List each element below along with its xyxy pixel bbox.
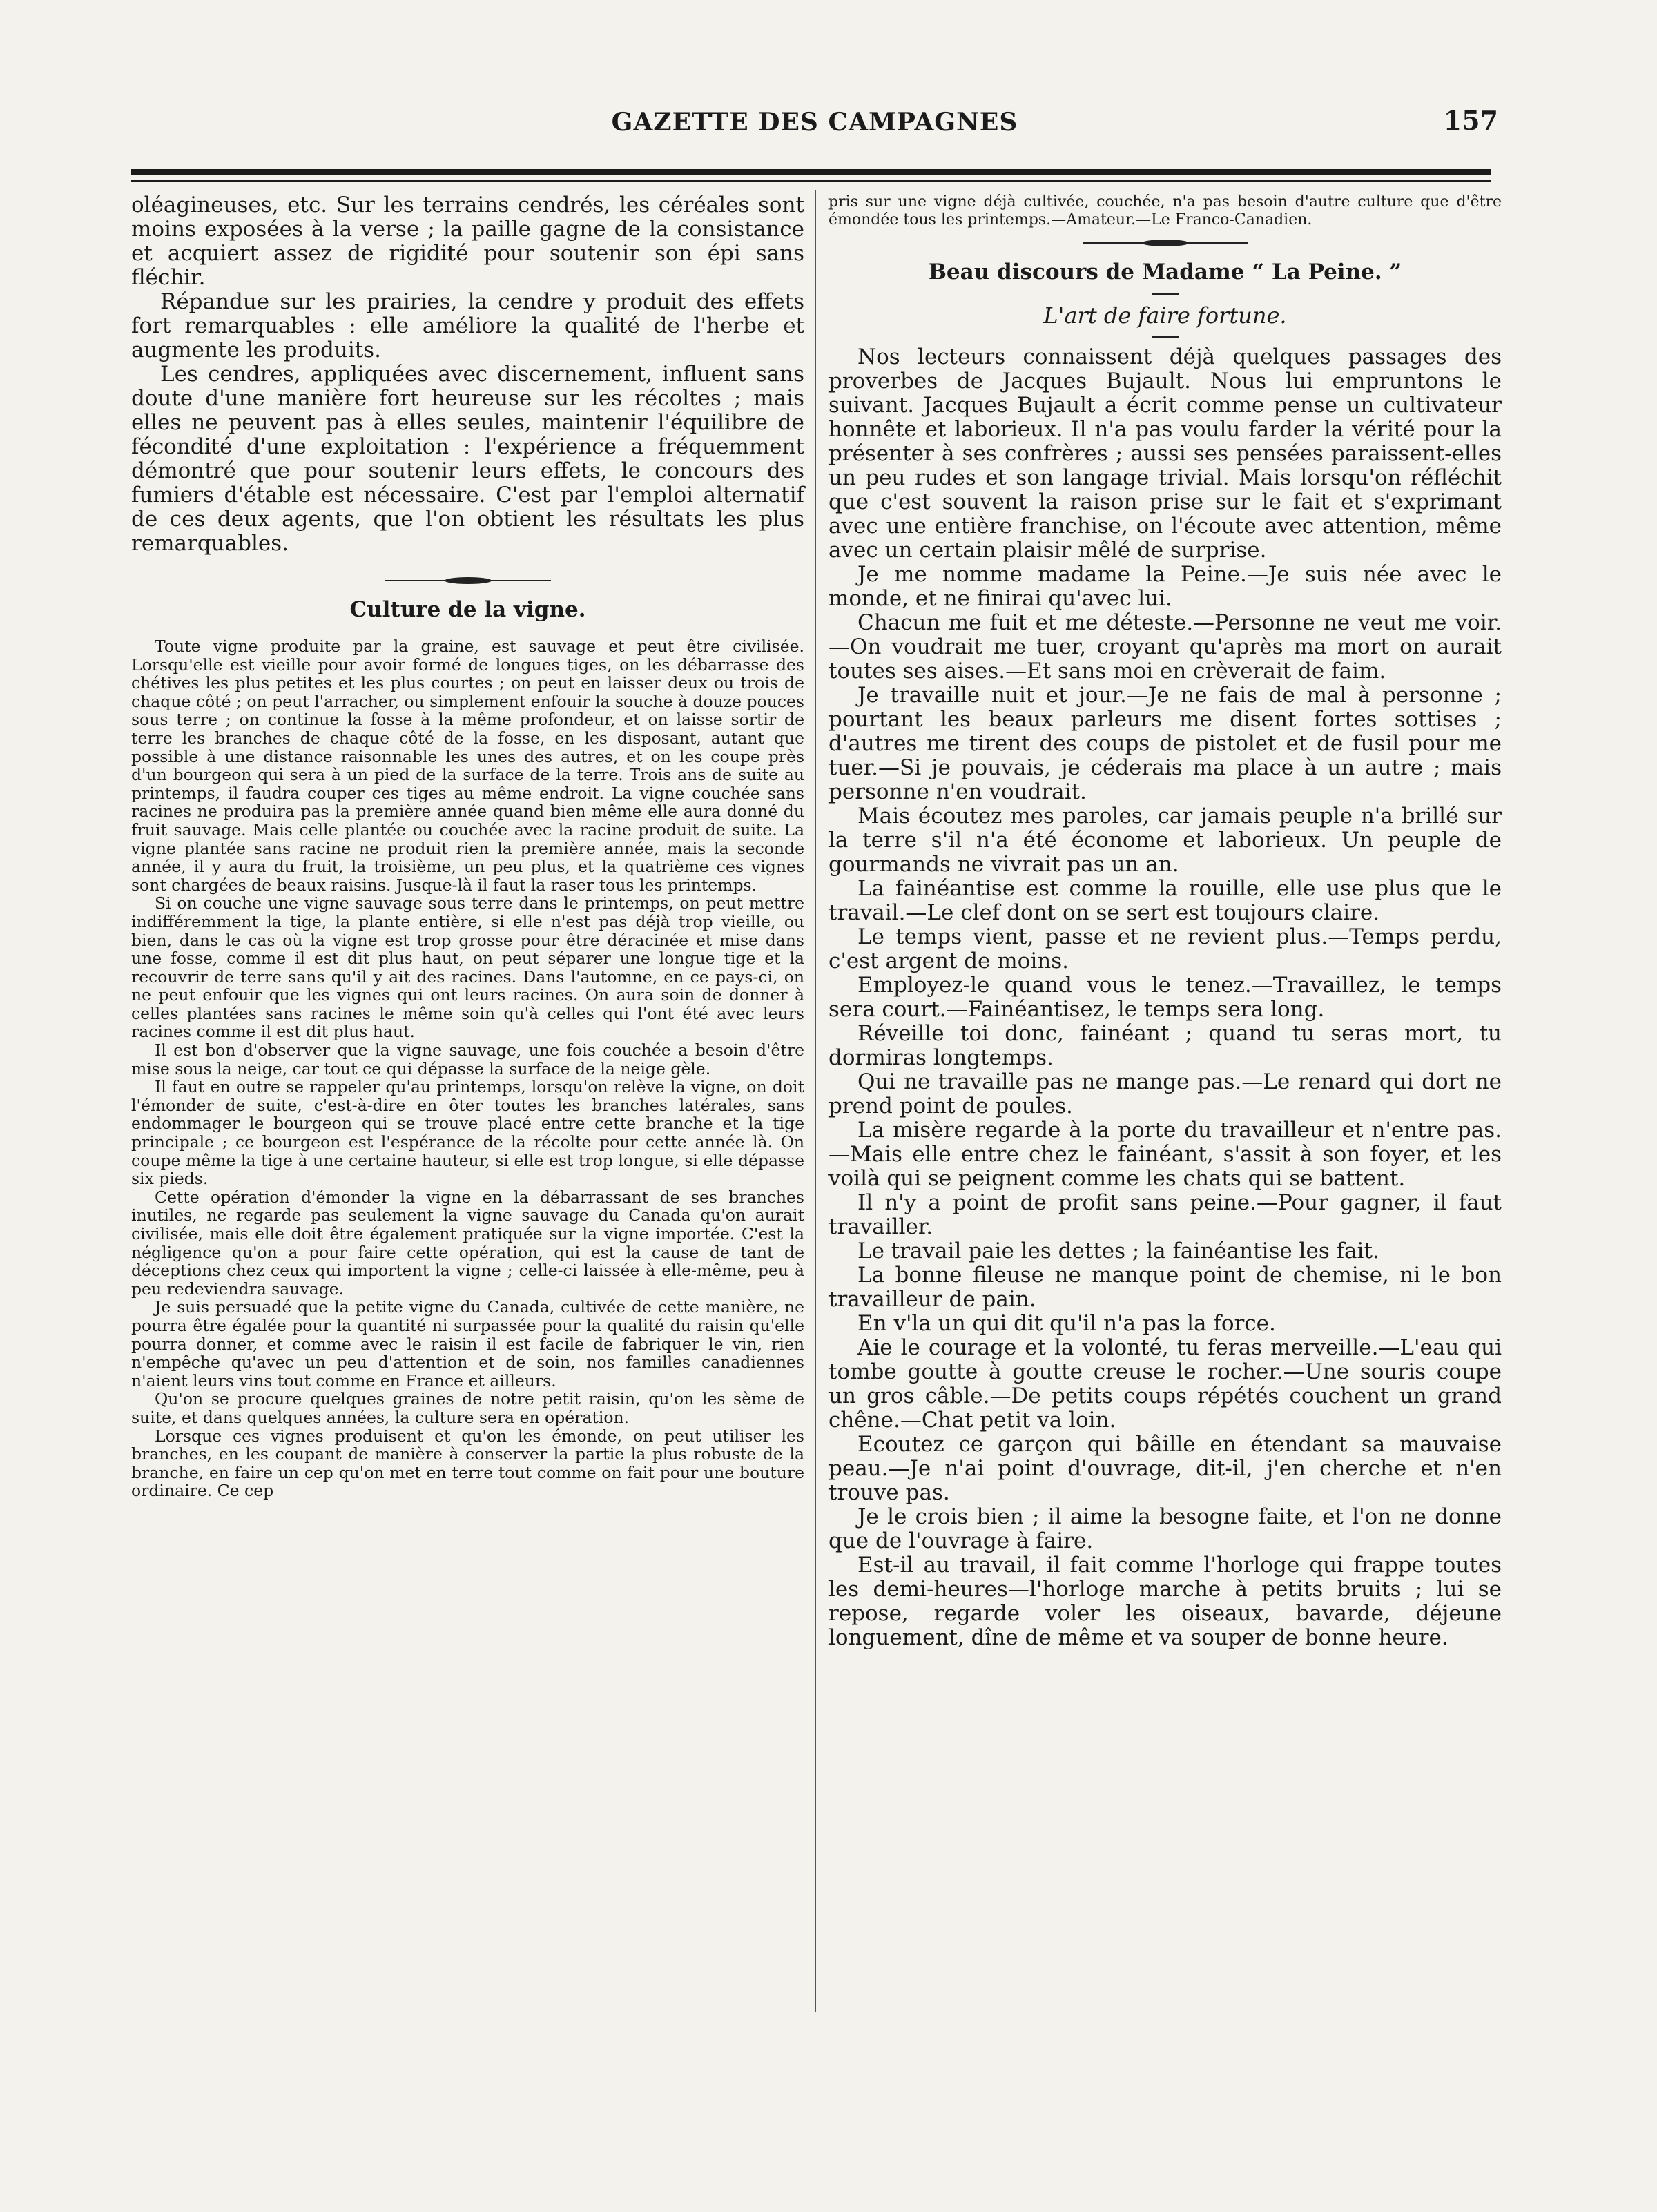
paragraph: En v'la un qui dit qu'il n'a pas la force. <box>857 1311 1276 1336</box>
page-header <box>131 102 1498 151</box>
section-title-vigne: Culture de la vigne. <box>349 597 586 622</box>
paragraph: Répandue sur les prairies, la cendre y produit des effets fort remarquables : elle améliore la qualité de l'herbe et augmente les produits. <box>131 289 804 362</box>
paragraph: Qui ne travaille pas ne mange pas.—Le renard qui dort ne prend point de poules. <box>828 1069 1502 1118</box>
paragraph: Aie le courage et la volonté, tu feras merveille.—L'eau qui tombe goutte à goutte creuse le rocher.—Une souris coupe un gros câble.—De petits coups répétés couchent un grand chêne.—Chat petit va loin. <box>828 1335 1502 1433</box>
page-number: 157 <box>1443 105 1498 136</box>
paragraph: Il est bon d'observer que la vigne sauvage, une fois couchée a besoin d'être mise sous la neige, car tout ce qui dépasse la surface de la neige gèle. <box>131 1040 804 1078</box>
paragraph: Je travaille nuit et jour.—Je ne fais de mal à personne ; pourtant les beaux parleurs me disent fortes sottises ; d'autres me tirent des coups de pistolet et de fusil pour me tuer.—Si je pouvais, je céderais ma place à un autre ; mais personne n'en voudrait. <box>828 683 1502 804</box>
paragraph: Chacun me fuit et me déteste.—Personne ne veut me voir.—On voudrait me tuer, croyant qu'après ma mort on aurait toutes ses aises.—Et sans moi en crèverait de faim. <box>828 610 1502 683</box>
paragraph: Le temps vient, passe et ne revient plus.—Temps perdu, c'est argent de moins. <box>828 924 1502 973</box>
paragraph: La bonne fileuse ne manque point de chemise, ni le bon travailleur de pain. <box>828 1263 1502 1312</box>
title-dash <box>1152 336 1179 338</box>
paragraph: Réveille toi donc, fainéant ; quand tu seras mort, tu dormiras longtemps. <box>828 1021 1502 1070</box>
paragraph: Mais écoutez mes paroles, car jamais peuple n'a brillé sur la terre s'il n'a été économe et laborieux. Un peuple de gourmands ne vivrait pas un an. <box>828 804 1502 877</box>
paragraph: Je le crois bien ; il aime la besogne faite, et l'on ne donne que de l'ouvrage à faire. <box>828 1504 1502 1553</box>
section-ornament <box>385 575 551 586</box>
paragraph: Les cendres, appliquées avec discernement, influent sans doute d'une manière fort heureuse sur les récoltes ; mais elles ne peuvent pas à elles seules, maintenir l'équilibre de fécondité d'une exploitation : l'expérience a fréquemment démontré que pour soutenir leurs effets, le concours des fumiers d'étable est nécessaire. C'est par l'emploi alternatif de ces deux agents, que l'on obtient les résultats les plus remarquables. <box>131 362 804 556</box>
paragraph: Nos lecteurs connaissent déjà quelques passages des proverbes de Jacques Bujault. Nous lui empruntons le suivant. Jacques Bujault a écrit comme pense un cultivateur honnête et laborieux. Il n'a pas voulu farder la vérité pour la présenter à ses confrères ; aussi ses pensées paraissent-elles un peu rudes et son langage trivial. Mais lorsqu'on réfléchit que c'est souvent la raison prise sur le fait et s'exprimant avec une entière franchise, on l'écoute avec attention, même avec un certain plaisir mêlé de surprise. <box>828 345 1502 563</box>
section-title-peine: Beau discours de Madame “ La Peine. ” <box>928 260 1402 284</box>
paragraph: Cette opération d'émonder la vigne en la débarrassant de ses branches inutiles, ne regarde pas seulement la vigne sauvage du Canada qu'on aurait civilisée, mais elle doit être également pratiquée sur la vigne importée. C'est la négligence qu'on a pour faire cette opération, qui est la cause de tant de déceptions chez ceux qui importent la vigne ; celle-ci laissée à elle-même, peu à peu redeviendra sauvage. <box>131 1187 804 1299</box>
paragraph: Il n'y a point de profit sans peine.—Pour gagner, il faut travailler. <box>828 1190 1502 1239</box>
paragraph: Je me nomme madame la Peine.—Je suis née avec le monde, et ne finirai qu'avec lui. <box>828 562 1502 611</box>
paragraph: Ecoutez ce garçon qui bâille en étendant sa mauvaise peau.—Je n'ai point d'ouvrage, dit-il, j'en cherche et n'en trouve pas. <box>828 1432 1502 1505</box>
paragraph: Est-il au travail, il fait comme l'horloge qui frappe toutes les demi-heures—l'horloge marche à petits bruits ; lui se repose, regarde voler les oiseaux, bavarde, déjeune longuement, dîne de même et va souper de bonne heure. <box>828 1553 1502 1650</box>
paragraph: La fainéantise est comme la rouille, elle use plus que le travail.—Le clef dont on se sert est toujours claire. <box>828 876 1502 925</box>
newspaper-title: GAZETTE DES CAMPAGNES <box>611 108 1018 137</box>
continuation-text: pris sur une vigne déjà cultivée, couchée, n'a pas besoin d'autre culture que d'être émondée tous les printemps.—Amateur.—Le Franco-Canadien. <box>828 193 1502 229</box>
column-divider <box>815 190 816 2012</box>
paragraph: Il faut en outre se rappeler qu'au printemps, lorsqu'on relève la vigne, on doit l'émonder de suite, c'est-à-dire en ôter toutes les branches latérales, sans endommager le bourgeon qui se trouve placé entre cette branche et la tige principale ; ce bourgeon est l'espérance de la récolte pour cette année là. On coupe même la tige à une certaine hauteur, si elle est trop longue, si elle dépasse six pieds. <box>131 1077 804 1189</box>
right-column <box>828 193 1502 1650</box>
title-dash <box>1152 293 1179 295</box>
paragraph: Le travail paie les dettes ; la fainéantise les fait. <box>857 1239 1379 1263</box>
header-rule-thin <box>131 180 1491 182</box>
paragraph: Employez-le quand vous le tenez.—Travaillez, le temps sera court.—Fainéantisez, le temps sera long. <box>828 973 1502 1022</box>
section-subtitle: L'art de faire fortune. <box>1043 302 1287 329</box>
paragraph: Toute vigne produite par la graine, est sauvage et peut être civilisée. Lorsqu'elle est vieille pour avoir formé de longues tiges, on les débarrasse des chétives les plus petites et les plus courtes ; on peut en laisser deux ou trois de chaque côté ; on peut l'arracher, ou simplement enfouir la souche à douze pouces sous terre ; on continue la fosse à la même profondeur, et on laisse sortir de terre les branches de chaque côté de la fosse, en les disposant, autant que possible à une distance raisonnable les unes des autres, et on les coupe près d'un bourgeon qui sera à un pied de la surface de la terre. Trois ans de suite au printemps, il faudra couper ces tiges au même endroit. La vigne couchée sans racines ne produira pas la première année quand bien même elle aura donné du fruit sauvage. Mais celle plantée ou couchée avec la racine produit de suite. La vigne plantée sans racine ne produit rien la première année, mais la seconde année, il y aura du fruit, la troisième, un peu plus, et la quatrième ces vignes sont chargées de beaux raisins. Jusque-là il faut la raser tous les printemps. <box>131 637 804 895</box>
paragraph: Qu'on se procure quelques graines de notre petit raisin, qu'on les sème de suite, et dans quelques années, la culture sera en opération. <box>131 1389 804 1427</box>
paragraph: La misère regarde à la porte du travailleur et n'entre pas.—Mais elle entre chez le fainéant, s'assit à son foyer, et les voilà qui se peignent comme les chats qui se battent. <box>828 1118 1502 1191</box>
section-ornament <box>1083 237 1248 249</box>
paragraph: Je suis persuadé que la petite vigne du Canada, cultivée de cette manière, ne pourra être égalée pour la quantité ni surpassée pour la qualité du raisin qu'elle pourra donner, et comme avec le raisin il est facile de fabriquer le vin, rien n'empêche qu'avec un peu d'attention et de soin, nos familles canadiennes n'aient leurs vins tout comme en France et ailleurs. <box>131 1297 804 1390</box>
header-rule-thick <box>131 169 1491 175</box>
paragraph: Si on couche une vigne sauvage sous terre dans le printemps, on peut mettre indifféremment la tige, la plante entière, si elle n'est pas déjà trop vieille, ou bien, dans le cas où la vigne est trop grosse pour être déracinée et mise dans une fosse, comme il est dit plus haut, on peut séparer une longue tige et la recouvrir de terre sans qu'il y ait des racines. Dans l'automne, en ce pays-ci, on ne peut enfouir que les vignes qui ont leurs racines. On aura soin de donner à celles plantées sans racines le même soin qu'à celles qui l'ont été avec leurs racines comme il est dit plus haut. <box>131 893 804 1042</box>
left-column <box>131 193 804 1500</box>
paragraph: oléagineuses, etc. Sur les terrains cendrés, les céréales sont moins exposées à la verse ; la paille gagne de la consistance et acquiert assez de rigidité pour soutenir son épi sans fléchir. <box>131 193 804 290</box>
paragraph: Lorsque ces vignes produisent et qu'on les émonde, on peut utiliser les branches, en les coupant de manière à conserver la partie la plus robuste de la branche, en faire un cep qu'on met en terre tout comme on fait pour une bouture ordinaire. Ce cep <box>131 1426 804 1501</box>
